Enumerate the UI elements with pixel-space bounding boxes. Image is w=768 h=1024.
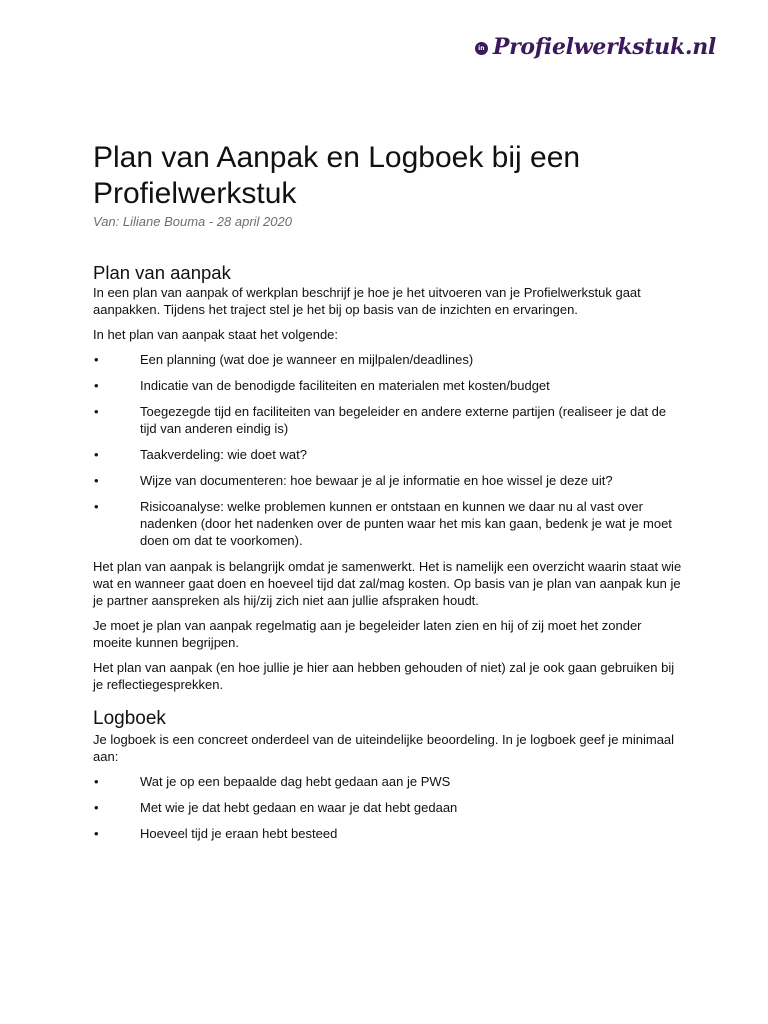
list-item <box>93 377 683 394</box>
plan-paragraph-importance: Het plan van aanpak is belangrijk omdat je samenwerkt. Het is namelijk een overzicht waarin staat wie wat en wanneer gaat doen en hoeveel tijd dat zal/mag kosten. Op basis van je plan van aanpak kun je je partner aanspreken als hij/zij zich niet aan jullie afspraken houdt. <box>93 559 682 608</box>
bullet-icon: • <box>94 378 99 393</box>
plan-bullet-list <box>93 351 683 549</box>
section-heading-plan: Plan van aanpak <box>93 262 231 283</box>
list-item <box>93 799 683 816</box>
plan-intro-paragraph: In een plan van aanpak of werkplan beschrijf je hoe je het uitvoeren van je Profielwerkstuk gaat aanpakken. Tijdens het traject stel je het bij op basis van de inzichten en ervaringen. <box>93 285 641 317</box>
bullet-icon: • <box>94 447 99 462</box>
list-item-text: Toegezegde tijd en faciliteiten van begeleider en andere externe partijen (realiseer je dat de tijd van anderen eindig is) <box>140 404 667 436</box>
bullet-icon: • <box>94 352 99 367</box>
plan-list-intro: In het plan van aanpak staat het volgende: <box>93 327 339 342</box>
list-item-text: Met wie je dat hebt gedaan en waar je dat hebt gedaan <box>140 800 458 815</box>
list-item-text: Hoeveel tijd je eraan hebt besteed <box>140 826 338 841</box>
brand-name: Profielwerkstuk.nl <box>492 34 716 60</box>
list-item-text: Risicoanalyse: welke problemen kunnen er ontstaan en kunnen we daar nu al vast over nadenken (door het nadenken over de punten waar het mis kan gaan, bedenk je wat je moet doen om dat te voorkomen). <box>140 499 672 548</box>
list-item <box>93 773 683 790</box>
brand-logo[interactable] <box>475 34 716 60</box>
plan-paragraph-reflection: Het plan van aanpak (en hoe jullie je hier aan hebben gehouden of niet) zal je ook gaan gebruiken bij je reflectiegesprekken. <box>93 660 675 692</box>
list-item <box>93 825 683 842</box>
section-heading-logboek: Logboek <box>93 708 166 729</box>
bullet-icon: • <box>94 499 99 514</box>
bullet-icon: • <box>94 826 99 841</box>
list-item <box>93 446 683 463</box>
byline: Van: Liliane Bouma - 28 april 2020 <box>93 214 292 229</box>
list-item-text: Wijze van documenteren: hoe bewaar je al je informatie en hoe wissel je deze uit? <box>140 473 613 488</box>
list-item <box>93 351 683 368</box>
plan-paragraph-supervisor: Je moet je plan van aanpak regelmatig aan je begeleider laten zien en hij of zij moet het zonder moeite kunnen begrijpen. <box>93 618 642 650</box>
bullet-icon: • <box>94 774 99 789</box>
list-item-text: Indicatie van de benodigde faciliteiten en materialen met kosten/budget <box>140 378 550 393</box>
bullet-icon: • <box>94 800 99 815</box>
logboek-intro-paragraph: Je logboek is een concreet onderdeel van de uiteindelijke beoordeling. In je logboek geef je minimaal aan: <box>93 732 675 764</box>
bullet-icon: • <box>94 473 99 488</box>
logboek-bullet-list <box>93 773 683 842</box>
bullet-icon: • <box>94 404 99 419</box>
list-item-text: Een planning (wat doe je wanneer en mijlpalen/deadlines) <box>140 352 474 367</box>
list-item <box>93 472 683 489</box>
brand-badge-icon: in <box>475 42 488 55</box>
document-body <box>93 140 683 851</box>
list-item-text: Wat je op een bepaalde dag hebt gedaan aan je PWS <box>140 774 451 789</box>
list-item <box>93 403 683 437</box>
page-title: Plan van Aanpak en Logboek bij een Profielwerkstuk <box>93 141 581 210</box>
list-item-text: Taakverdeling: wie doet wat? <box>140 447 307 462</box>
list-item <box>93 498 683 549</box>
